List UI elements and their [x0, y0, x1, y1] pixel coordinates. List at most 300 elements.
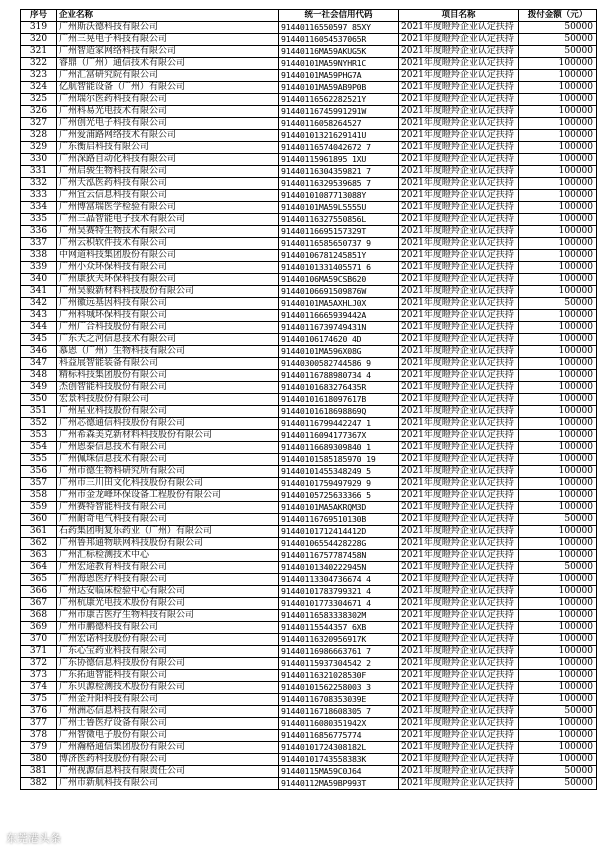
cell-project: 2021年度瞪羚企业认定扶持 — [399, 70, 519, 82]
cell-company: 广东贝源检测技术股份有限公司 — [57, 682, 279, 694]
cell-amount: 50000 — [519, 34, 597, 46]
cell-amount: 100000 — [519, 262, 597, 274]
cell-credit-code: 91440112MA59BP993T — [279, 778, 399, 790]
cell-amount: 100000 — [519, 214, 597, 226]
cell-index: 353 — [21, 430, 57, 442]
cell-credit-code: 91440105725633366 5 — [279, 490, 399, 502]
cell-index: 337 — [21, 238, 57, 250]
cell-index: 355 — [21, 454, 57, 466]
cell-company: 广州佩珠信息技术有限公司 — [57, 454, 279, 466]
cell-project: 2021年度瞪羚企业认定扶持 — [399, 622, 519, 634]
cell-amount: 100000 — [519, 322, 597, 334]
table-row — [21, 430, 597, 442]
cell-company: 广州耐奇电气科技有限公司 — [57, 514, 279, 526]
cell-credit-code: 91440106691509876W — [279, 286, 399, 298]
table-row — [21, 34, 597, 46]
cell-project: 2021年度瞪羚企业认定扶持 — [399, 298, 519, 310]
cell-company: 广州瀚格通信集团股份有限公司 — [57, 742, 279, 754]
cell-index: 356 — [21, 466, 57, 478]
cell-company: 广州汇标检测技术中心 — [57, 550, 279, 562]
cell-index: 365 — [21, 574, 57, 586]
table-row — [21, 202, 597, 214]
cell-project: 2021年度瞪羚企业认定扶持 — [399, 22, 519, 34]
cell-index: 349 — [21, 382, 57, 394]
cell-credit-code: 91440101321629141U — [279, 130, 399, 142]
cell-credit-code: 91440116695157329T — [279, 226, 399, 238]
cell-company: 广州云积软件技术有限公司 — [57, 238, 279, 250]
cell-amount: 100000 — [519, 70, 597, 82]
cell-company: 广州三晶智能电子技术有限公司 — [57, 214, 279, 226]
table-row — [21, 670, 597, 682]
table-row — [21, 22, 597, 34]
cell-project: 2021年度瞪羚企业认定扶持 — [399, 658, 519, 670]
table-row — [21, 682, 597, 694]
cell-amount: 100000 — [519, 742, 597, 754]
cell-project: 2021年度瞪羚企业认定扶持 — [399, 646, 519, 658]
cell-project: 2021年度瞪羚企业认定扶持 — [399, 610, 519, 622]
cell-company: 广州市康吉医疗生物科技有限公司 — [57, 610, 279, 622]
cell-company: 广东衡启科技有限公司 — [57, 142, 279, 154]
cell-credit-code: 91440116718608305 7 — [279, 706, 399, 718]
cell-company: 广州士鲁医疗设备有限公司 — [57, 718, 279, 730]
cell-amount: 100000 — [519, 334, 597, 346]
cell-company: 博济医药科技股份有限公司 — [57, 754, 279, 766]
cell-amount: 50000 — [519, 562, 597, 574]
cell-amount: 50000 — [519, 298, 597, 310]
cell-project: 2021年度瞪羚企业认定扶持 — [399, 202, 519, 214]
cell-company: 广州爱浦路网络技术有限公司 — [57, 130, 279, 142]
table-row — [21, 478, 597, 490]
cell-credit-code: 91440116327550856L — [279, 214, 399, 226]
cell-credit-code: 91440101712414412D — [279, 526, 399, 538]
cell-company: 广州康狄夫环保科技有限公司 — [57, 274, 279, 286]
cell-credit-code: 91440101783799321 4 — [279, 586, 399, 598]
cell-amount: 100000 — [519, 346, 597, 358]
table-row — [21, 58, 597, 70]
cell-company: 广州市鹏德科技有限公司 — [57, 622, 279, 634]
cell-company: 广州金升阳科技有限公司 — [57, 694, 279, 706]
cell-project: 2021年度瞪羚企业认定扶持 — [399, 406, 519, 418]
cell-index: 327 — [21, 118, 57, 130]
cell-index: 342 — [21, 298, 57, 310]
cell-company: 广州斯沃德科技有限公司 — [57, 22, 279, 34]
cell-index: 375 — [21, 694, 57, 706]
cell-index: 323 — [21, 70, 57, 82]
cell-project: 2021年度瞪羚企业认定扶持 — [399, 730, 519, 742]
cell-credit-code: 91440116321028530F — [279, 670, 399, 682]
cell-project: 2021年度瞪羚企业认定扶持 — [399, 142, 519, 154]
cell-amount: 100000 — [519, 754, 597, 766]
cell-project: 2021年度瞪羚企业认定扶持 — [399, 154, 519, 166]
table-row — [21, 178, 597, 190]
table-row — [21, 754, 597, 766]
cell-credit-code: 91440101759497929 9 — [279, 478, 399, 490]
cell-company: 广州海恩医疗科技有限公司 — [57, 574, 279, 586]
table-row — [21, 574, 597, 586]
cell-credit-code: 91440116757787458N — [279, 550, 399, 562]
cell-project: 2021年度瞪羚企业认定扶持 — [399, 706, 519, 718]
table-row — [21, 94, 597, 106]
cell-amount: 100000 — [519, 310, 597, 322]
cell-index: 360 — [21, 514, 57, 526]
cell-amount: 100000 — [519, 178, 597, 190]
cell-credit-code: 91440300582744586 9 — [279, 358, 399, 370]
table-row — [21, 490, 597, 502]
cell-project: 2021年度瞪羚企业认定扶持 — [399, 82, 519, 94]
cell-credit-code: 91440106781245851Y — [279, 250, 399, 262]
cell-project: 2021年度瞪羚企业认定扶持 — [399, 34, 519, 46]
cell-project: 2021年度瞪羚企业认定扶持 — [399, 586, 519, 598]
cell-index: 319 — [21, 22, 57, 34]
table-row — [21, 82, 597, 94]
table-row — [21, 442, 597, 454]
cell-credit-code: 91440116585650737 9 — [279, 238, 399, 250]
table-row — [21, 382, 597, 394]
cell-amount: 100000 — [519, 382, 597, 394]
table-row — [21, 634, 597, 646]
table-row — [21, 214, 597, 226]
cell-credit-code: 91440116739749431N — [279, 322, 399, 334]
table-row — [21, 130, 597, 142]
cell-credit-code: 91440116304359821 7 — [279, 166, 399, 178]
cell-amount: 100000 — [519, 190, 597, 202]
cell-company: 广州市金龙峰环保设备工程股份有限公司 — [57, 490, 279, 502]
cell-credit-code: 91440115937304542 2 — [279, 658, 399, 670]
table-row — [21, 454, 597, 466]
cell-index: 341 — [21, 286, 57, 298]
table-row — [21, 298, 597, 310]
cell-credit-code: 91440115961895 1XU — [279, 154, 399, 166]
cell-credit-code: 91440101MA59NYHR1C — [279, 58, 399, 70]
cell-amount: 100000 — [519, 358, 597, 370]
cell-company: 广州市三川田文化科技股份有限公司 — [57, 478, 279, 490]
cell-company: 广州杭康光电技术股份有限公司 — [57, 598, 279, 610]
table-row — [21, 346, 597, 358]
cell-credit-code: 91440116058264527 — [279, 118, 399, 130]
table-row — [21, 646, 597, 658]
table-row — [21, 166, 597, 178]
cell-project: 2021年度瞪羚企业认定扶持 — [399, 682, 519, 694]
table-row — [21, 310, 597, 322]
table-row — [21, 694, 597, 706]
cell-project: 2021年度瞪羚企业认定扶持 — [399, 718, 519, 730]
cell-amount: 100000 — [519, 658, 597, 670]
cell-index: 352 — [21, 418, 57, 430]
cell-credit-code: 91440116329539685 7 — [279, 178, 399, 190]
cell-credit-code: 91440101773304671 4 — [279, 598, 399, 610]
cell-amount: 100000 — [519, 730, 597, 742]
header-amount: 拨付金额（元） — [519, 10, 597, 22]
cell-index: 326 — [21, 106, 57, 118]
header-project: 项目名称 — [399, 10, 519, 22]
cell-company: 广州徽远基因科技有限公司 — [57, 298, 279, 310]
table-row — [21, 190, 597, 202]
cell-amount: 100000 — [519, 478, 597, 490]
cell-index: 368 — [21, 610, 57, 622]
cell-company: 睿鼎（广州）通信技术有限公司 — [57, 58, 279, 70]
table-row — [21, 730, 597, 742]
cell-amount: 100000 — [519, 586, 597, 598]
cell-project: 2021年度瞪羚企业认定扶持 — [399, 274, 519, 286]
table-row — [21, 250, 597, 262]
cell-index: 335 — [21, 214, 57, 226]
cell-amount: 100000 — [519, 598, 597, 610]
table-row — [21, 562, 597, 574]
cell-company: 广州视源信息科技有限责任公司 — [57, 766, 279, 778]
cell-credit-code: 91440101MA59L5555U — [279, 202, 399, 214]
cell-amount: 100000 — [519, 718, 597, 730]
cell-project: 2021年度瞪羚企业认定扶持 — [399, 226, 519, 238]
cell-index: 380 — [21, 754, 57, 766]
cell-credit-code: 91440116788980734 4 — [279, 370, 399, 382]
cell-credit-code: 91440101MA5AXHLJ0X — [279, 298, 399, 310]
table-row — [21, 538, 597, 550]
cell-amount: 100000 — [519, 418, 597, 430]
cell-project: 2021年度瞪羚企业认定扶持 — [399, 574, 519, 586]
cell-company: 广州宏途教育科技有限公司 — [57, 562, 279, 574]
cell-index: 378 — [21, 730, 57, 742]
cell-index: 369 — [21, 622, 57, 634]
cell-amount: 100000 — [519, 238, 597, 250]
cell-index: 331 — [21, 166, 57, 178]
cell-amount: 100000 — [519, 670, 597, 682]
cell-company: 广州鲁邦通物联网科技股份有限公司 — [57, 538, 279, 550]
cell-project: 2021年度瞪羚企业认定扶持 — [399, 190, 519, 202]
cell-project: 2021年度瞪羚企业认定扶持 — [399, 106, 519, 118]
cell-project: 2021年度瞪羚企业认定扶持 — [399, 742, 519, 754]
table-row — [21, 778, 597, 790]
cell-credit-code: 91440101724308182L — [279, 742, 399, 754]
cell-index: 338 — [21, 250, 57, 262]
cell-amount: 100000 — [519, 502, 597, 514]
cell-project: 2021年度瞪羚企业认定扶持 — [399, 466, 519, 478]
cell-credit-code: 91440101683276435R — [279, 382, 399, 394]
cell-project: 2021年度瞪羚企业认定扶持 — [399, 46, 519, 58]
table-row — [21, 766, 597, 778]
cell-project: 2021年度瞪羚企业认定扶持 — [399, 370, 519, 382]
cell-amount: 100000 — [519, 274, 597, 286]
cell-credit-code: 91440116320956917K — [279, 634, 399, 646]
cell-company: 广州达安临床检验中心有限公司 — [57, 586, 279, 598]
cell-company: 广州恩泰信息技术有限公司 — [57, 442, 279, 454]
cell-company: 广州瑞尔医药科技有限公司 — [57, 94, 279, 106]
header-company: 企业名称 — [57, 10, 279, 22]
cell-project: 2021年度瞪羚企业认定扶持 — [399, 694, 519, 706]
subsidy-table — [20, 9, 597, 790]
cell-amount: 50000 — [519, 22, 597, 34]
cell-index: 382 — [21, 778, 57, 790]
cell-credit-code: 91440101618698869Q — [279, 406, 399, 418]
header-credit-code: 统一社会信用代码 — [279, 10, 399, 22]
table-row — [21, 718, 597, 730]
cell-index: 358 — [21, 490, 57, 502]
cell-company: 广东心宝药业科技有限公司 — [57, 646, 279, 658]
cell-company: 广州昊毅新材料科技股份有限公司 — [57, 286, 279, 298]
cell-index: 354 — [21, 442, 57, 454]
cell-amount: 100000 — [519, 286, 597, 298]
cell-index: 357 — [21, 478, 57, 490]
cell-index: 362 — [21, 538, 57, 550]
cell-credit-code: 91440116708353039E — [279, 694, 399, 706]
cell-amount: 100000 — [519, 58, 597, 70]
cell-project: 2021年度瞪羚企业认定扶持 — [399, 322, 519, 334]
cell-company: 广州天泓医药科技有限公司 — [57, 178, 279, 190]
cell-project: 2021年度瞪羚企业认定扶持 — [399, 514, 519, 526]
watermark: 东莞港头条 — [6, 832, 61, 845]
cell-credit-code: 91440101585185970 19 — [279, 454, 399, 466]
cell-amount: 100000 — [519, 142, 597, 154]
table-row — [21, 598, 597, 610]
table-row — [21, 742, 597, 754]
cell-index: 351 — [21, 406, 57, 418]
table-row — [21, 286, 597, 298]
table-row — [21, 610, 597, 622]
cell-amount: 50000 — [519, 778, 597, 790]
cell-index: 329 — [21, 142, 57, 154]
cell-index: 363 — [21, 550, 57, 562]
cell-project: 2021年度瞪羚企业认定扶持 — [399, 766, 519, 778]
cell-project: 2021年度瞪羚企业认定扶持 — [399, 562, 519, 574]
cell-company: 宏景科技股份有限公司 — [57, 394, 279, 406]
cell-amount: 100000 — [519, 694, 597, 706]
cell-credit-code: 91440116769510130B — [279, 514, 399, 526]
cell-index: 347 — [21, 358, 57, 370]
cell-credit-code: 91440116665939442A — [279, 310, 399, 322]
cell-index: 370 — [21, 634, 57, 646]
cell-amount: 100000 — [519, 226, 597, 238]
cell-amount: 100000 — [519, 526, 597, 538]
cell-company: 广州希森美克新材料科技股份有限公司 — [57, 430, 279, 442]
cell-amount: 100000 — [519, 682, 597, 694]
cell-credit-code: 91440116054537065R — [279, 34, 399, 46]
cell-amount: 100000 — [519, 646, 597, 658]
cell-credit-code: 91440116689309840 1 — [279, 442, 399, 454]
cell-project: 2021年度瞪羚企业认定扶持 — [399, 442, 519, 454]
table-row — [21, 46, 597, 58]
cell-project: 2021年度瞪羚企业认定扶持 — [399, 238, 519, 250]
cell-index: 381 — [21, 766, 57, 778]
cell-project: 2021年度瞪羚企业认定扶持 — [399, 58, 519, 70]
cell-index: 367 — [21, 598, 57, 610]
cell-credit-code: 91440101562258003 3 — [279, 682, 399, 694]
cell-company: 亿航智能设备（广州）有限公司 — [57, 82, 279, 94]
table-row — [21, 334, 597, 346]
cell-credit-code: 91440116574042672 7 — [279, 142, 399, 154]
cell-index: 328 — [21, 130, 57, 142]
cell-credit-code: 91440116745991291W — [279, 106, 399, 118]
cell-project: 2021年度瞪羚企业认定扶持 — [399, 310, 519, 322]
cell-credit-code: 91440113304736674 4 — [279, 574, 399, 586]
cell-amount: 100000 — [519, 490, 597, 502]
cell-project: 2021年度瞪羚企业认定扶持 — [399, 778, 519, 790]
cell-company: 广州赛特智能科技有限公司 — [57, 502, 279, 514]
cell-project: 2021年度瞪羚企业认定扶持 — [399, 754, 519, 766]
cell-credit-code: 91440115544357 6XB — [279, 622, 399, 634]
cell-project: 2021年度瞪羚企业认定扶持 — [399, 166, 519, 178]
cell-index: 336 — [21, 226, 57, 238]
cell-company: 慕恩（广州）生物科技有限公司 — [57, 346, 279, 358]
cell-credit-code: 91440101618097617B — [279, 394, 399, 406]
cell-credit-code: 91440101331405571 6 — [279, 262, 399, 274]
cell-index: 376 — [21, 706, 57, 718]
cell-credit-code: 91440101743558383K — [279, 754, 399, 766]
cell-company: 广州宜云信息科技有限公司 — [57, 190, 279, 202]
cell-amount: 100000 — [519, 610, 597, 622]
cell-project: 2021年度瞪羚企业认定扶持 — [399, 526, 519, 538]
cell-company: 广州科城环保科技有限公司 — [57, 310, 279, 322]
cell-company: 广东拓迪智能科技有限公司 — [57, 670, 279, 682]
table-row — [21, 370, 597, 382]
cell-index: 334 — [21, 202, 57, 214]
cell-amount: 100000 — [519, 370, 597, 382]
cell-index: 346 — [21, 346, 57, 358]
cell-index: 348 — [21, 370, 57, 382]
cell-company: 广州广合科技股份有限公司 — [57, 322, 279, 334]
cell-credit-code: 91440106554428228G — [279, 538, 399, 550]
cell-project: 2021年度瞪羚企业认定扶持 — [399, 502, 519, 514]
table-row — [21, 406, 597, 418]
cell-amount: 100000 — [519, 466, 597, 478]
cell-amount: 100000 — [519, 250, 597, 262]
table-row — [21, 70, 597, 82]
cell-project: 2021年度瞪羚企业认定扶持 — [399, 178, 519, 190]
cell-company: 广东天之河信息技术有限公司 — [57, 334, 279, 346]
cell-company: 广州智造家网络科技有限公司 — [57, 46, 279, 58]
cell-company: 广州博富瑞医学检验有限公司 — [57, 202, 279, 214]
cell-company: 广州汇富研究院有限公司 — [57, 70, 279, 82]
cell-company: 广州洲芯信息科技有限公司 — [57, 706, 279, 718]
cell-company: 广州启骏生物科技有限公司 — [57, 166, 279, 178]
cell-amount: 100000 — [519, 82, 597, 94]
table-header-row — [21, 10, 597, 22]
cell-index: 333 — [21, 190, 57, 202]
cell-amount: 100000 — [519, 202, 597, 214]
cell-credit-code: 91440101MA5AKRQM3D — [279, 502, 399, 514]
cell-amount: 50000 — [519, 766, 597, 778]
cell-project: 2021年度瞪羚企业认定扶持 — [399, 430, 519, 442]
cell-project: 2021年度瞪羚企业认定扶持 — [399, 670, 519, 682]
cell-index: 345 — [21, 334, 57, 346]
cell-company: 广州市德生物科研究所有限公司 — [57, 466, 279, 478]
cell-credit-code: 91440116799442247 1 — [279, 418, 399, 430]
cell-index: 339 — [21, 262, 57, 274]
cell-amount: 100000 — [519, 106, 597, 118]
cell-index: 366 — [21, 586, 57, 598]
cell-credit-code: 91440106174620 4D — [279, 334, 399, 346]
cell-amount: 100000 — [519, 622, 597, 634]
cell-project: 2021年度瞪羚企业认定扶持 — [399, 130, 519, 142]
cell-index: 332 — [21, 178, 57, 190]
table-row — [21, 514, 597, 526]
cell-amount: 50000 — [519, 514, 597, 526]
table-row — [21, 394, 597, 406]
cell-credit-code: 91440116MA59AKUG5K — [279, 46, 399, 58]
cell-index: 359 — [21, 502, 57, 514]
cell-company: 广州科易光电技术有限公司 — [57, 106, 279, 118]
table-row — [21, 550, 597, 562]
table-row — [21, 142, 597, 154]
cell-amount: 100000 — [519, 550, 597, 562]
cell-company: 石药集团明复乐药业（广州）有限公司 — [57, 526, 279, 538]
cell-amount: 100000 — [519, 394, 597, 406]
cell-index: 321 — [21, 46, 57, 58]
table-row — [21, 226, 597, 238]
cell-project: 2021年度瞪羚企业认定扶持 — [399, 94, 519, 106]
table-row — [21, 358, 597, 370]
cell-company: 中网道科技集团股份有限公司 — [57, 250, 279, 262]
cell-index: 374 — [21, 682, 57, 694]
cell-project: 2021年度瞪羚企业认定扶持 — [399, 598, 519, 610]
